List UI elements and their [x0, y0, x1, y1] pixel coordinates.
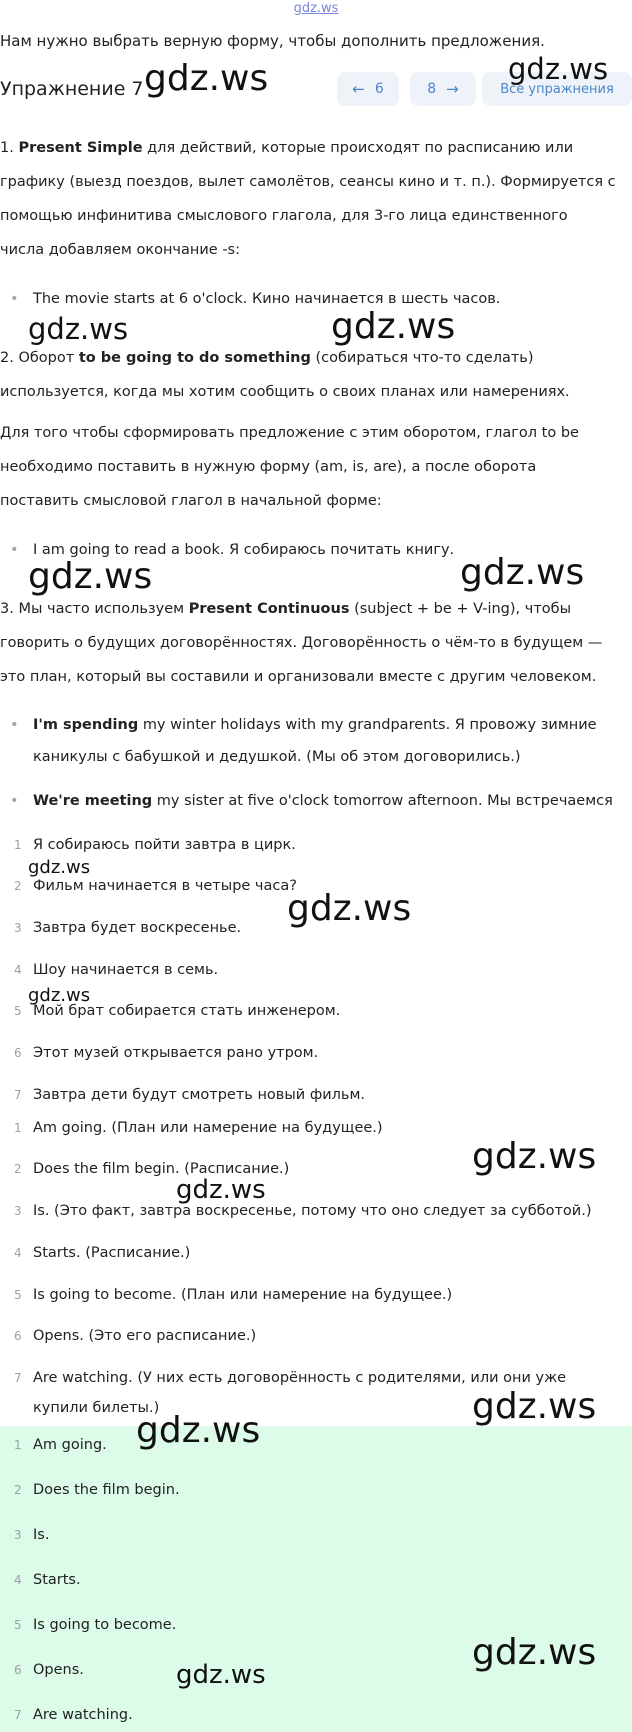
next-exercise-label: 8 — [427, 81, 437, 97]
row-text: Шоу начинается в семь. — [33, 962, 219, 978]
p4-line-2: говорить о будущих договорённостях. Договорённость о чём-то в будущем — — [0, 635, 603, 651]
row-text: Does the film begin. (Расписание.) — [33, 1161, 290, 1177]
watermark: gdz.ws — [472, 1136, 597, 1177]
p3-line-3: поставить смысловой глагол в начальной форме: — [0, 493, 382, 509]
bullet-dot-icon: • — [10, 717, 19, 733]
row-number: 7 — [14, 1088, 22, 1102]
p1-term: Present Simple — [18, 140, 143, 156]
arrow-right-icon: → — [446, 80, 459, 98]
row-text: Starts. — [33, 1572, 81, 1588]
prev-exercise-button[interactable] — [337, 72, 399, 106]
example-bold: We're meeting — [33, 793, 153, 809]
example-bullet-3 — [10, 709, 632, 777]
translation-row — [0, 1038, 632, 1068]
bullet-dot-icon: • — [10, 793, 19, 809]
row-number: 3 — [14, 1528, 22, 1542]
example-line-1: my winter holidays with my grandparents. Я провожу зимние — [138, 717, 597, 733]
example-text: The movie starts at 6 o'clock. Кино начинается в шесть часов. — [33, 291, 501, 307]
watermark: gdz.ws — [28, 312, 129, 346]
watermark: gdz.ws — [28, 985, 91, 1006]
watermark: gdz.ws — [144, 58, 269, 99]
row-text: Is. — [33, 1527, 50, 1543]
p4-line-3: это план, который вы составили и организовали вместе с другим человеком. — [0, 669, 597, 685]
row-number: 6 — [14, 1329, 22, 1343]
row-text: Am going. (План или намерение на будущее.) — [33, 1120, 383, 1136]
p1-line-2: графику (выезд поездов, вылет самолётов, сеансы кино и т. п.). Формируется с — [0, 174, 616, 190]
theory-paragraph-3 — [0, 416, 632, 518]
row-text: Is. (Это факт, завтра воскресенье, потому что оно следует за субботой.) — [33, 1203, 592, 1219]
row-text: Opens. — [33, 1662, 84, 1678]
watermark: gdz.ws — [460, 552, 585, 593]
answer-row — [0, 1565, 632, 1595]
theory-paragraph-4 — [0, 592, 632, 694]
prev-exercise-label: 6 — [374, 81, 384, 97]
explanation-row — [0, 1196, 632, 1226]
example-bold: I'm spending — [33, 717, 139, 733]
row-number: 7 — [14, 1371, 22, 1385]
arrow-left-icon: ← — [352, 80, 365, 98]
row-number: 4 — [14, 963, 22, 977]
row-number: 2 — [14, 1483, 22, 1497]
watermark: gdz.ws — [472, 1386, 597, 1427]
row-text: Is going to become. — [33, 1617, 177, 1633]
p4-term: Present Continuous — [188, 601, 350, 617]
answer-row — [0, 1430, 632, 1460]
explanation-row — [0, 1280, 632, 1310]
row-text: Is going to become. (План или намерение на будущее.) — [33, 1287, 453, 1303]
row-number: 2 — [14, 1162, 22, 1176]
row-number: 3 — [14, 1204, 22, 1218]
row-number: 6 — [14, 1046, 22, 1060]
explanation-row — [0, 1321, 632, 1351]
row-number: 3 — [14, 921, 22, 935]
row-text: Does the film begin. — [33, 1482, 180, 1498]
page-title: Упражнение 7 — [0, 78, 144, 100]
row-number: 1 — [14, 838, 22, 852]
row-number: 4 — [14, 1246, 22, 1260]
row-text: Фильм начинается в четыре часа? — [33, 878, 297, 894]
row-text: Этот музей открывается рано утром. — [33, 1045, 319, 1061]
watermark: gdz.ws — [28, 556, 153, 597]
watermark: gdz.ws — [508, 52, 609, 86]
watermark: gdz.ws — [331, 306, 456, 347]
site-link[interactable]: gdz.ws — [293, 1, 339, 16]
p4-line-1: (subject + be + V-ing), чтобы — [349, 601, 572, 617]
p2-term: to be going to do something — [78, 350, 311, 366]
all-exercises-label: Все упражнения — [500, 81, 614, 97]
p3-line-1: Для того чтобы сформировать предложение с этим оборотом, глагол to be — [0, 425, 579, 441]
row-number: 7 — [14, 1708, 22, 1722]
row-text: Opens. (Это его расписание.) — [33, 1328, 257, 1344]
example-text: I am going to read a book. Я собираюсь почитать книгу. — [33, 542, 455, 558]
next-exercise-button[interactable] — [410, 72, 476, 106]
p1-line-1: для действий, которые происходят по расписанию или — [142, 140, 574, 156]
answer-row — [0, 1475, 632, 1505]
example-text — [33, 709, 632, 773]
row-line-2: купили билеты.) — [33, 1400, 160, 1416]
row-number: 5 — [14, 1004, 22, 1018]
row-number: 6 — [14, 1663, 22, 1677]
intro-text: Нам нужно выбрать верную форму, чтобы дополнить предложения. — [0, 32, 545, 50]
answer-row — [0, 1700, 632, 1730]
translation-row — [0, 996, 632, 1026]
row-text: Я собираюсь пойти завтра в цирк. — [33, 837, 296, 853]
row-number: 4 — [14, 1573, 22, 1587]
translation-row — [0, 1080, 632, 1110]
bullet-dot-icon: • — [10, 542, 19, 558]
watermark: gdz.ws — [28, 857, 91, 878]
row-number: 1 — [14, 1438, 22, 1452]
p1-line-4: числа добавляем окончание -s: — [0, 242, 240, 258]
p1-line-3: помощью инфинитива смыслового глагола, для 3-го лица единственного — [0, 208, 568, 224]
example-line-2: каникулы с бабушкой и дедушкой. (Мы об этом договорились.) — [33, 749, 521, 765]
example-text — [33, 785, 632, 817]
watermark: gdz.ws — [176, 1175, 266, 1205]
p2-line-1: (собираться что-то сделать) — [310, 350, 534, 366]
row-text: Завтра будет воскресенье. — [33, 920, 242, 936]
row-text: Am going. — [33, 1437, 107, 1453]
p3-line-2: необходимо поставить в нужную форму (am, is, are), а после оборота — [0, 459, 537, 475]
p2-prefix: 2. Оборот — [0, 350, 79, 366]
answer-row — [0, 1520, 632, 1550]
p4-prefix: 3. Мы часто используем — [0, 601, 189, 617]
row-number: 2 — [14, 879, 22, 893]
row-number: 5 — [14, 1618, 22, 1632]
theory-paragraph-2 — [0, 341, 632, 409]
watermark: gdz.ws — [136, 1410, 261, 1451]
translation-row — [0, 830, 632, 860]
row-line-1: Are watching. (У них есть договорённость с родителями, или они уже — [33, 1370, 567, 1386]
watermark: gdz.ws — [176, 1660, 266, 1690]
row-number: 5 — [14, 1288, 22, 1302]
watermark: gdz.ws — [287, 888, 412, 929]
example-line-1: my sister at five o'clock tomorrow afternoon. Мы встречаемся — [152, 793, 613, 809]
row-text: Starts. (Расписание.) — [33, 1245, 191, 1261]
p1-prefix: 1. — [0, 140, 19, 156]
theory-paragraph-1 — [0, 131, 632, 267]
watermark: gdz.ws — [472, 1632, 597, 1673]
row-number: 1 — [14, 1121, 22, 1135]
explanation-row — [0, 1238, 632, 1268]
translation-row — [0, 955, 632, 985]
row-text: Are watching. — [33, 1707, 133, 1723]
p2-line-2: используется, когда мы хотим сообщить о своих планах или намерениях. — [0, 384, 570, 400]
row-text: Завтра дети будут смотреть новый фильм. — [33, 1087, 365, 1103]
bullet-dot-icon: • — [10, 291, 19, 307]
row-text: Мой брат собирается стать инженером. — [33, 1003, 341, 1019]
